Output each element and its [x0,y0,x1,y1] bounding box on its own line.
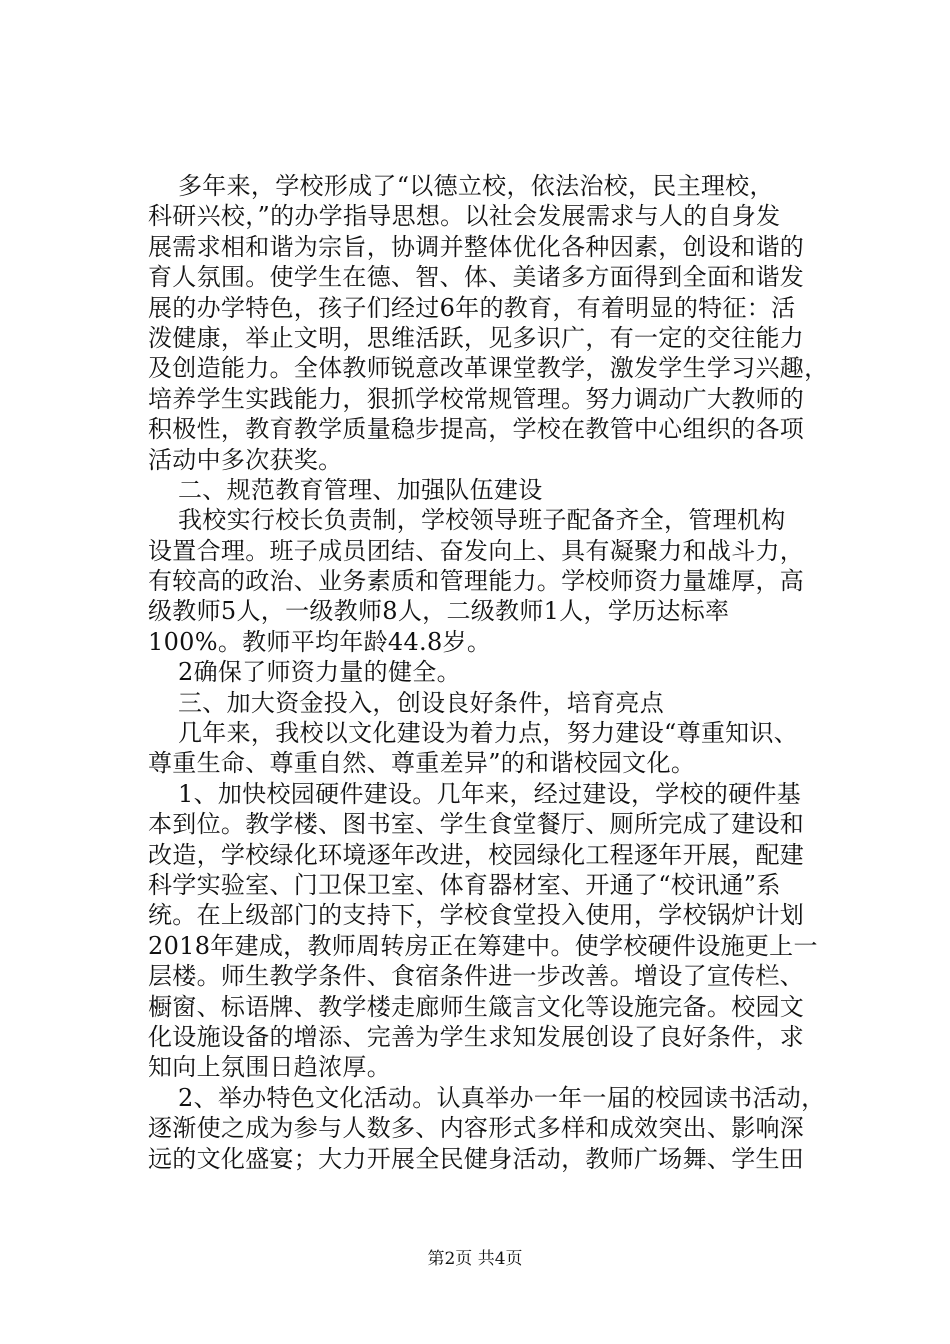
page-footer: 第2页 共4页 [427,1249,523,1269]
text-line: 知向上氛围日趋浓厚。 [148,1053,391,1082]
text-line: 育人氛围。使学生在德、智、体、美诸多方面得到全面和谐发 [148,263,805,292]
text-line: 展的办学特色，孩子们经过6年的教育，有着明显的特征：活 [148,293,796,322]
text-line: 100%。教师平均年龄44.8岁。 [148,627,492,656]
text-line: 逐渐使之成为参与人数多、内容形式多样和成效突出、影响深 [148,1114,805,1143]
text-line: 级教师5人，一级教师8人，二级教师1人，学历达标率 [148,597,730,626]
text-line: 2确保了师资力量的健全。 [178,658,461,687]
text-line: 我校实行校长负责制，学校领导班子配备齐全，管理机构 [178,506,786,535]
text-line: 改造，学校绿化环境逐年改进，校园绿化工程逐年开展，配建 [148,840,805,869]
text-line: 几年来，我校以文化建设为着力点，努力建设“尊重知识、 [178,719,799,748]
text-line: 多年来，学校形成了“以德立校，依法治校，民主理校， [178,172,774,200]
text-line: 设置合理。班子成员团结、奋发向上、具有凝聚力和战斗力， [148,536,805,565]
text-line: 层楼。师生教学条件、食宿条件进一步改善。增设了宣传栏、 [148,962,805,991]
text-line: 远的文化盛宴；大力开展全民健身活动，教师广场舞、学生田 [148,1144,805,1173]
text-line: 尊重生命、尊重自然、尊重差异”的和谐校园文化。 [148,749,696,778]
text-line: 三、加大资金投入，创设良好条件，培育亮点 [178,688,664,717]
text-line: 科学实验室、门卫保卫室、体育器材室、开通了“校讯通”系 [148,870,781,899]
text-line: 1、加快校园硬件建设。几年来，经过建设，学校的硬件基 [178,779,802,808]
text-line: 橱窗、标语牌、教学楼走廊师生箴言文化等设施完备。校园文 [148,992,805,1021]
text-line: 活动中多次获奖。 [148,445,343,474]
text-line: 统。在上级部门的支持下，学校食堂投入使用，学校锅炉计划 [148,901,805,930]
document-body [148,171,829,1174]
text-line: 展需求相和谐为宗旨，协调并整体优化各种因素，创设和谐的 [148,232,805,261]
text-line: 2、举办特色文化活动。认真举办一年一届的校园读书活动， [178,1083,826,1112]
text-line: 科研兴校，”的办学指导思想。以社会发展需求与人的自身发 [148,202,781,231]
text-line: 有较高的政治、业务素质和管理能力。学校师资力量雄厚，高 [148,567,805,596]
text-line: 培养学生实践能力，狠抓学校常规管理。努力调动广大教师的 [148,384,805,413]
text-line: 本到位。教学楼、图书室、学生食堂餐厅、厕所完成了建设和 [148,810,805,839]
text-line: 2018年建成，教师周转房正在筹建中。使学校硬件设施更上一 [148,931,818,960]
text-line: 泼健康，举止文明，思维活跃，见多识广，有一定的交往能力 [148,323,805,352]
text-line: 二、规范教育管理、加强队伍建设 [178,475,543,504]
text-line: 积极性，教育教学质量稳步提高，学校在教管中心组织的各项 [148,415,805,444]
text-line: 及创造能力。全体教师锐意改革课堂教学，激发学生学习兴趣， [148,354,829,383]
text-line: 化设施设备的增添、完善为学生求知发展创设了良好条件，求 [148,1022,805,1051]
